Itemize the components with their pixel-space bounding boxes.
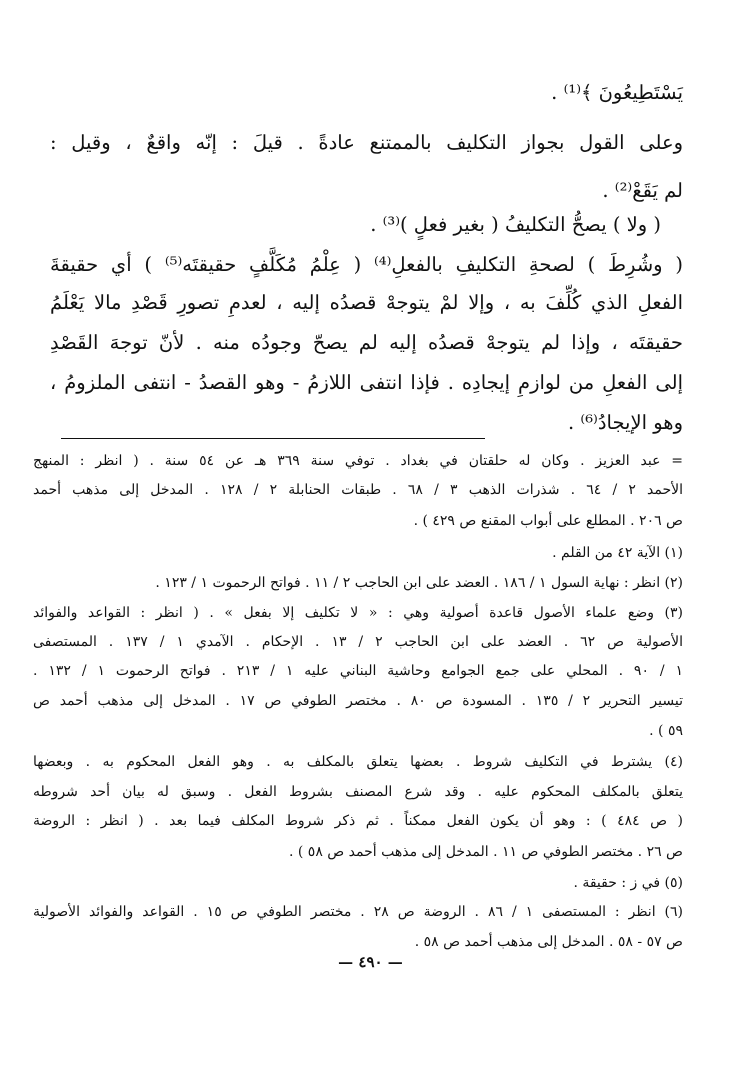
footnote-line: الأحمد ٢ / ٦٤ . شذرات الذهب ٣ / ٦٨ . طبقات الحنابلة ٢ / ١٢٨ . المدخل إلى مذهب أحمد	[33, 482, 684, 498]
footnote-line: (٢) انظر : نهاية السول ١ / ١٨٦ . العضد على ابن الحاجب ٢ / ١١ . فواتح الرحموت ١ / ١٢٣ .	[155, 575, 683, 591]
footnote-line: = عبد العزيز . وكان له حلقتان في بغداد . توفي سنة ٣٦٩ هـ عن ٥٤ سنة . ( انظر : المنهج	[33, 453, 683, 469]
text-line: وعلى القول بجواز التكليف بالممتنع عادةً . قيلَ : إنّه واقعٌ ، وقيل :	[50, 131, 683, 154]
footnote-line: ٥٩ ) .	[649, 723, 683, 739]
text-line: حقيقتَه ، وإذا لم يتوجهْ قصدُه إليه لم يصحّ وجودُه منه . لأنّ توجهَ القَصْدِ	[50, 331, 683, 354]
footnote-line: (٤) يشترط في التكليف شروط . بعضها يتعلق بالمكلف به . وهو الفعل المحكوم به . وبعضها	[33, 754, 683, 770]
footnote-line: تيسير التحرير ٢ / ١٣٥ . المسودة ص ٨٠ . مختصر الطوفي ص ١٧ . المدخل إلى مذهب أحمد ص	[33, 693, 683, 709]
page-number: — ٤٩٠ —	[338, 953, 403, 971]
footnote-line: ص ٢٦ . مختصر الطوفي ص ١١ . المدخل إلى مذهب أحمد ص ٥٨ ) .	[288, 844, 683, 860]
text-line: ( ولا ) يصحُّ التكليفُ ( بغير فعلٍ )⁽³⁾ .	[370, 213, 661, 236]
text-line: ( وشُرِطَ ) لصحةِ التكليفِ بالفعلِ⁽⁴⁾ ( عِلْمُ مُكَلَّفٍ حقيقتَه⁽⁵⁾ ) أي حقيقةَ	[50, 253, 683, 276]
text-line: الفعلِ الذي كُلِّفَ به ، وإلا لمْ يتوجهْ قصدُه إليه ، لعدمِ تصورِ قَصْدِ مالا يَعْلَمُ	[50, 291, 683, 314]
text-line: يَسْتَطِيعُونَ ﴾⁽¹⁾ .	[551, 81, 683, 104]
footnote-line: (٣) وضع علماء الأصول قاعدة أصولية وهي : « لا تكليف إلا بفعل » . ( انظر : القواعد والفوائد	[33, 605, 683, 621]
text-line: وهو الإيجادُ⁽⁶⁾ .	[568, 411, 683, 434]
footnote-line: ص ٢٠٦ . المطلع على أبواب المقنع ص ٤٢٩ ) .	[413, 513, 683, 529]
footnote-line: (٦) انظر : المستصفى ١ / ٨٦ . الروضة ص ٢٨ . مختصر الطوفي ص ١٥ . القواعد والفوائد الأصولية	[33, 904, 683, 920]
footnote-line: (١) الآية ٤٢ من القلم .	[552, 545, 683, 561]
footnote-line: (٥) في ز : حقيقة .	[573, 875, 683, 891]
footnote-line: يتعلق بالمكلف المحكوم عليه . وقد شرع المصنف بشروط الفعل . وسبق له بيان أحد شروطه	[33, 784, 683, 800]
footnote-line: ١ / ٩٠ . المحلي على جمع الجوامع وحاشية البناني عليه ١ / ٢١٣ . فواتح الرحموت ١ / ١٣٢ .	[33, 663, 684, 679]
text-line: إلى الفعلِ من لوازمِ إيجادِه . فإذا انتفى اللازمُ - وهو القصدُ - انتفى الملزومُ ،	[50, 371, 683, 394]
text-line: لم يَقَعْ⁽²⁾ .	[602, 179, 683, 202]
footnote-line: ص ٥٧ - ٥٨ . المدخل إلى مذهب أحمد ص ٥٨ .	[414, 934, 683, 950]
footnote-line: الأصولية ص ٦٢ . العضد على ابن الحاجب ٢ / ١٣ . الإحكام . الآمدي ١ / ١٣٧ . المستصفى	[33, 634, 683, 650]
footnote-divider	[61, 438, 485, 439]
footnote-line: ( ص ٤٨٤ ) : وهو أن يكون الفعل ممكناً . ثم ذكر شروط المكلف فيما بعد . ( انظر : الروضة	[33, 813, 683, 829]
